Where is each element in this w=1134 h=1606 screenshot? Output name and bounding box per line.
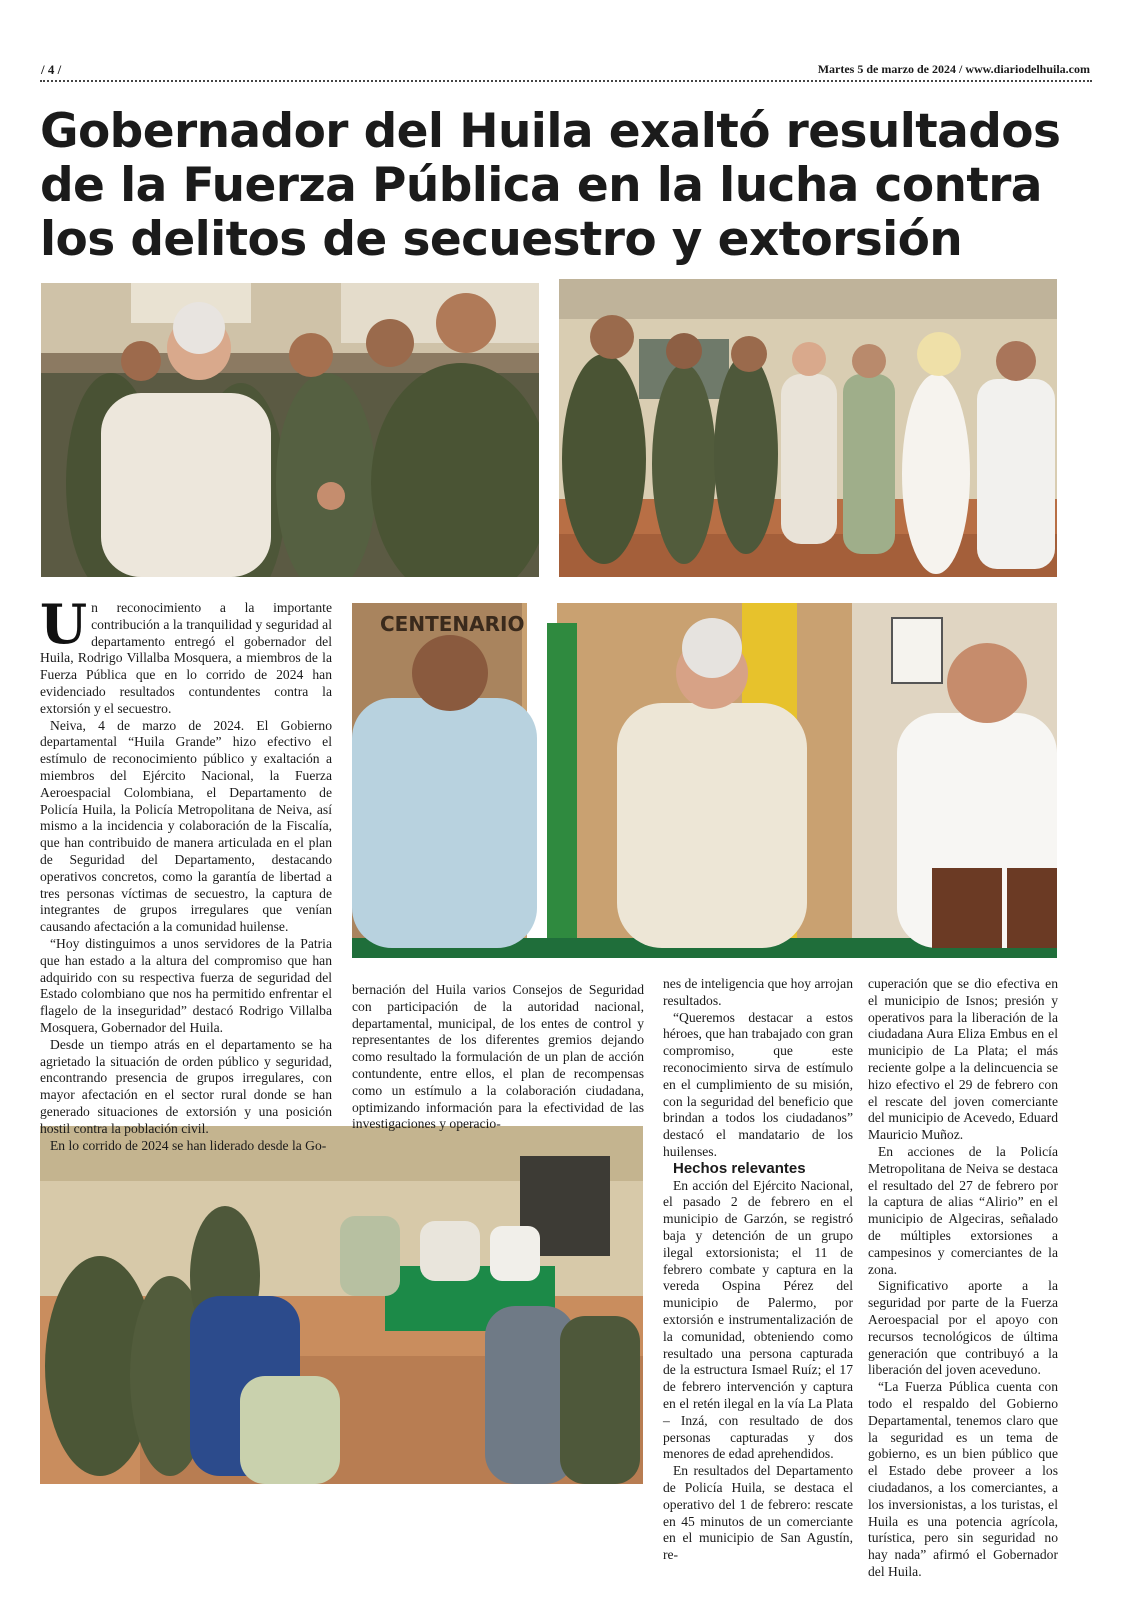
article-headline: Gobernador del Huila exaltó resultados de la Fuerza Pública en la lucha contra los delitos de secuestro y extorsión (40, 104, 1061, 267)
photo-room-overview (40, 1126, 643, 1484)
paragraph: En resultados del Departamento de Policía Huila, se destaca el operativo del 1 de febrero: rescate en 45 minutos de un comerciante en el municipio de San Agustín, re- (663, 1463, 853, 1563)
paragraph: Significativo aporte a la seguridad por parte de la Fuerza Aeroespacial por el apoyo con recursos tecnológicos de última generación que contribuyó a la liberación del joven acevedunо. (868, 1278, 1058, 1378)
photo-group-lineup (559, 279, 1057, 577)
paragraph: nes de inteligencia que hoy arrojan resultados. (663, 976, 853, 1008)
article-column-4 (868, 976, 1058, 1581)
paragraph: Neiva, 4 de marzo de 2024. El Gobierno departamental “Huila Grande” hizo efectivo el estímulo de reconocimiento público y exaltación a miembros del Ejército Nacional, la Fuerza Aeroespacial Colombiana, el Departamento de Policía Huila, la Policía Metropolitana de Neiva, así mismo a la incidencia y colaboración de la Fiscalía, que han contribuido de manera articulada en el plan de Seguridad del Departamento, destacando operativos concretos, como la garantía de libertad a tres personas víctimas de secuestro, la captura de integrantes de grupos irregulares que venían causando afectación a la comunidad huilense. (40, 717, 332, 935)
article-column-1 (40, 592, 332, 1154)
header-divider (40, 80, 1092, 82)
dateline: Martes 5 de marzo de 2024 / www.diariodelhuila.com (817, 62, 1090, 76)
article-column-2 (352, 982, 644, 1133)
paragraph: cuperación que se dio efectiva en el municipio de Isnos; presión y operativos para la liberación de la ciudadana Aura Eliza Embus en el municipio de La Plata; el más reciente golpe a la delincuencia se hizo efectivo el 29 de febrero con el rescate del joven comerciante del municipio de Acevedo, Eduard Mauricio Muñoz. (868, 976, 1058, 1143)
wall-sign-text: CENTENARIO (380, 612, 525, 636)
section-subhead: Hechos relevantes (673, 1159, 806, 1177)
paragraph: “Queremos destacar a estos héroes, que han trabajado con gran compromiso, que este reconocimiento sirva de estímulo en el cumplimiento de su misión, con la seguridad del beneficio que brindan a todos los ciudadanos” destacó el mandatario de los huilenses. (663, 1009, 853, 1159)
paragraph: “La Fuerza Pública cuenta con todo el respaldo del Gobierno Departamental, tenemos claro que la seguridad es un tema de gobierno, es un bien público que el Estado debe proveer a los ciudadanos, a los comerciantes, a los inversionistas, a los turistas, el Huila es una potencia agrícola, turística, pero sin seguridad no hay nada” afirmó el Gobernador del Huila. (868, 1379, 1058, 1579)
photo-handshake (41, 283, 539, 577)
drop-cap: U (40, 592, 88, 656)
paragraph: n reconocimiento a la importante contribución a la tranquilidad y seguridad al departamento entregó el gobernador del Huila, Rodrigo Villalba Mosquera, a miembros de la Fuerza Pública que en lo corrido de 2024 han evidenciado resultados contundentes contra la extorsión y el secuestro. (40, 600, 332, 716)
article-column-3 (663, 976, 853, 1564)
paragraph: “Hoy distinguimos a unos servidores de la Patria que han estado a la altura del compromiso que han adquirido con su respectiva fuerza de seguridad del Estado colombiano que nos ha permitido enfrentar el flagelo de la inseguridad” destacó Rodrigo Villalba Mosquera, Gobernador del Huila. (40, 935, 332, 1035)
paragraph: bernación del Huila varios Consejos de Seguridad con participación de la autoridad nacional, departamental, municipal, de los entes de control y representantes de los diferentes gremios dejando como resultado la formulación de un plan de acción contundente, entre ellos, el plan de recompensas como un estímulo a la colaboración ciudadana, optimizando información para la efectividad de las investigaciones y operacio- (352, 982, 644, 1132)
photo-ceremony-officials (352, 603, 1057, 958)
paragraph: En acción del Ejército Nacional, el pasado 2 de febrero en el municipio de Garzón, se registró baja y detención de un grupo ilegal extorsionista; el 11 de febrero combate y captura en la vereda Ospina Pérez del municipio de Palermo, por extorsión e instrumentalización de la comunidad, obteniendo como resultado una persona capturada de la estructura Ismael Ruíz; el 17 de febrero intervención y captura en el retén ilegal en la vía La Plata – Inzá, con resultado de dos personas capturadas y dos menores de edad aprehendidos. (663, 1177, 853, 1462)
page-number: / 4 / (41, 62, 62, 77)
paragraph: Desde un tiempo atrás en el departamento se ha agrietado la situación de orden público y seguridad, encontrando presencia de grupos irregulares, con mayor afectación en el sector rural donde se han generado situaciones de extorsión y una posición hostil contra la población civil. (40, 1036, 332, 1136)
paragraph: En acciones de la Policía Metropolitana de Neiva se destaca el resultado del 27 de febrero por la captura de alias “Alirio” en el municipio de Algeciras, señalado de múltiples extorsiones a campesinos y comerciantes de la zona. (868, 1143, 1058, 1277)
paragraph: En lo corrido de 2024 se han liderado desde la Go- (50, 1137, 327, 1153)
